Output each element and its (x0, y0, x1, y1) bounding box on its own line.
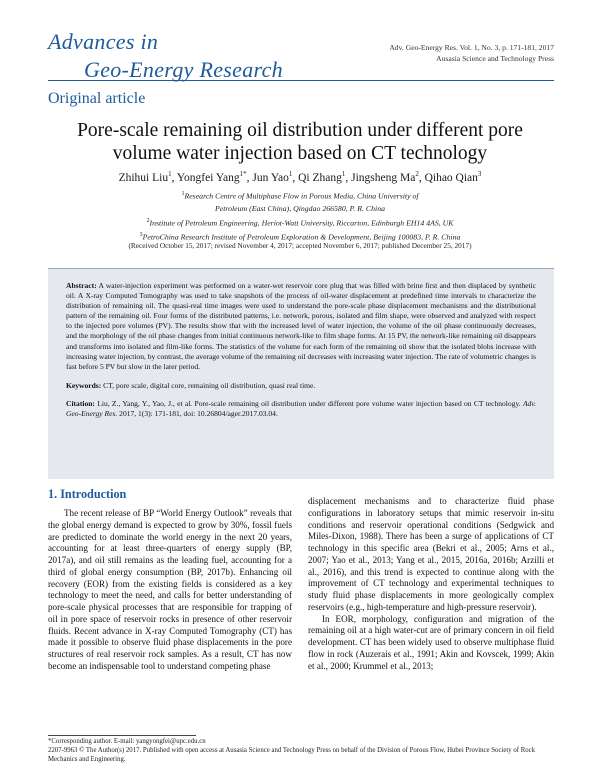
journal-meta (389, 42, 554, 64)
keywords (66, 381, 536, 391)
author: Jingsheng Ma$^2$, (351, 170, 425, 184)
publisher-name: Ausasia Science and Technology Press (436, 54, 554, 63)
author-list (40, 170, 560, 184)
abstract (66, 281, 536, 372)
body-column-right (308, 496, 554, 672)
affiliation: $^2$Institute of Petroleum Engineering, Heriot-Watt University, Riccarton, Edinburgh EH14 4AS, UK (146, 217, 454, 228)
author: Yongfei Yang$^{1*}$, (176, 170, 253, 184)
affiliation: $^1$Research Centre of Multiphase Flow in Porous Media, China University of (181, 191, 419, 201)
article-title: Pore-scale remaining oil distribution under different pore volume water injection based on CT technology (77, 120, 523, 164)
paragraph: displacement mechanisms and to characterize fluid phase configurations in laboratory setups that mimic reservoir in-situ conditions and reservoir operational conditions (Sedgwick and Miles-Dixon, 1988). There has been a surge of applications of CT technology in this specific area (Bekri et al., 2005; Arns et al., 2007; Yao et al., 2013; Yang et al., 2015, 2016a, 2016b; Arzilli et al., 2016), and this trend is expected to continue along with the improvement of CT technology and experimental techniques to study fluid phase displacements in more geologically complex reservoirs (e.g., high-temperature and high-pressure reservoir). (308, 496, 554, 612)
citation: Citation: Liu, Z., Yang, Y., Yao, J., et al. Pore-scale remaining oil distribution under different pore volume water injection based on CT technology. Adv. Geo-Energy Res. 2017, 1(3): 171-181, doi: 10.26804/ager.2017.03.04. (66, 398, 536, 419)
article-type: Original article (48, 90, 146, 107)
header-rule (48, 80, 554, 81)
corresponding-author: *Corresponding author. E-mail: yangyongfei@upc.edu.cn (48, 738, 206, 745)
abstract-box (48, 268, 554, 479)
keywords-text: CT, pore scale, digital core, remaining oil distribution, quasi real time. (101, 380, 316, 390)
journal-name-line1: Advances in (48, 29, 159, 54)
author: Qi Zhang$^1$, (298, 170, 352, 184)
body-column-left (48, 508, 292, 673)
author: Qihao Qian$^3$ (424, 170, 482, 184)
journal-name-line2: Geo-Energy Research (84, 57, 283, 82)
journal-citation-line: Adv. Geo-Energy Res. Vol. 1, No. 3, p. 171-181, 2017 (389, 43, 554, 52)
section-heading-introduction: 1. Introduction (48, 487, 127, 501)
paragraph: In EOR, morphology, configuration and migration of the remaining oil at a high water-cut are of primary concern in oil field development. CT has been widely used to observe multiphase fluid flow in rock (Auzerais et al., 1991; Akin and Kovscek, 1999; Akin et al., 2000; Krummel et al., 2013; (308, 613, 554, 671)
footnotes (48, 738, 558, 764)
affiliation: $^3$PetroChina Research Institute of Petroleum Exploration & Development, Beijing 100083, P. R. China (139, 232, 461, 242)
affiliations (60, 188, 540, 244)
citation-label: Citation: (66, 398, 95, 408)
keywords-label: Keywords: (66, 380, 102, 390)
abstract-label: Abstract: (66, 281, 97, 290)
abstract-text: A water-injection experiment was performed on a water-wet reservoir core plug that was filled with brine first and then displaced by synthetic oil. A X-ray Computed Tomography was used to take snapshots of the process of oil-water displacement at predefined time intervals to characterize the distribution of remaining oil. The quasi-real time images were used to understand the pore-scale phase displacement mechanisms and the distributional pattern of the remaining oil. Four forms of the distributed patterns, i.e. network, porous, isolated and film shape, were observed and analyzed with respect to the injected pore volumes (PV). The results show that with the increased level of water injection, the volume of the oil phase continuously decreases, and the morphology of the oil phase changes from initial continuous network-like to film shape forms. At 15 PV, the network-like remaining oil disappears and transforms into isolated and film-like forms. The statistics of the volume for each form of the remaining oil show that the isolated blobs increase with increasing water injection, by contrast, the average volume of the remaining oil decreases with increasing water injection. The rate of volumetric changes is fast before 5 PV but slow in the later period. (66, 281, 536, 371)
author: Zhihui Liu$^1$, (118, 170, 177, 184)
affiliation-continued: Petroleum (East China), Qingdao 266580, P. R. China (214, 203, 385, 213)
author: Jun Yao$^1$, (252, 170, 299, 184)
footnote-rule (48, 735, 196, 736)
received-dates: (Received October 15, 2017; revised November 4, 2017; accepted November 6, 2017; published December 25, 2017) (128, 241, 472, 250)
journal-name (48, 28, 283, 84)
paragraph: The recent release of BP “World Energy Outlook” reveals that the global energy demand is expected to grow by 30%, fossil fuels are predicted to dominate the world energy in the next 20 years, accounting for at least three-quarters of energy supply (BP, 2017a), and oil still remains as the leading fuel, accounting for a third of global energy consumption (BP, 2017b). Enhancing oil recovery (EOR) from the existing fields is considered as a key technology to meet the need, and calls for better understanding of pore-scale physical processes that are responsible for trapping of oil in pore space of reservoir rocks in presence of other reservoir fluids. Recent advance in X-ray Computed Tomography (CT) has made it possible to observe fluid phase displacements in the pore structures of real reservoir rock samples. As a result, CT has now become an indispensable tool to understand competing phase (48, 508, 292, 671)
copyright-notice: 2207-9963 © The Author(s) 2017. Published with open access at Ausasia Science and Technology Press on behalf of the Division of Porous Flow, Hubei Province Society of Rock Mechanics and Engineering. (48, 746, 536, 763)
